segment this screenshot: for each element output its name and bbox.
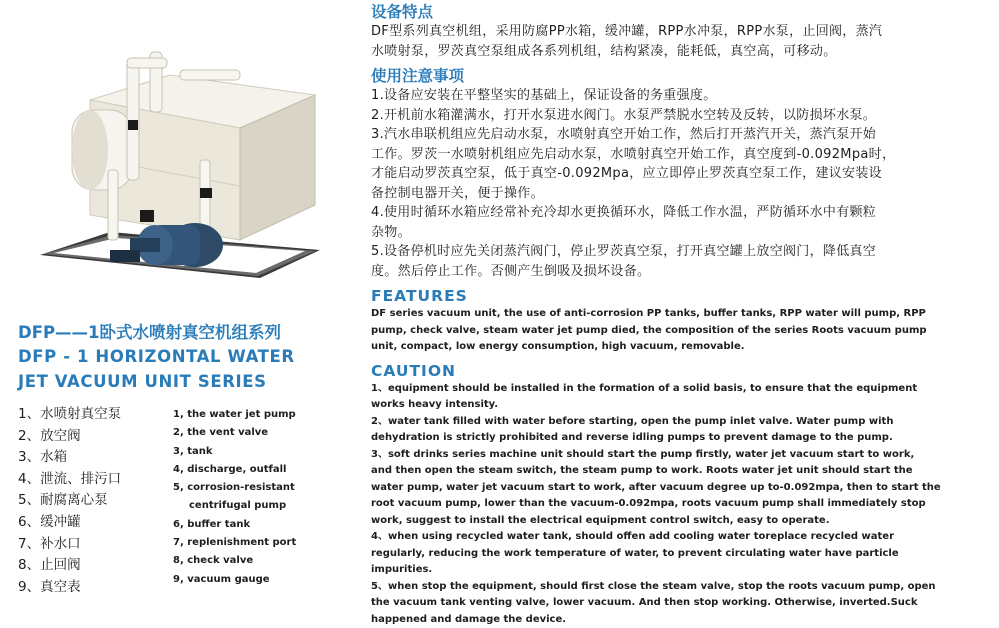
paragraph-line: 5、when stop the equipment, should first close the steam valve, stop the roots vacuum pump, open — [371, 579, 993, 596]
paragraph-line: DF型系列真空机组，采用防腐PP水箱，缓冲罐，RPP水冲泵，RPP水泵，止回阀，蒸汽 — [371, 22, 993, 42]
list-item: 9、真空表 — [18, 577, 168, 599]
buffer-tank — [72, 110, 132, 190]
caution-en-heading: CAUTION — [371, 362, 993, 381]
list-item: 7, replenishment port — [173, 534, 363, 552]
paragraph-line: root vacuum pump, lower than the vacuum-0.092mpa, roots vacuum pump shall immediately stop — [371, 496, 993, 513]
caution-cn-heading: 使用注意事项 — [371, 66, 993, 86]
parts-list-en — [173, 406, 363, 589]
paragraph-line: pump, check valve, steam water jet pump died, the composition of the series Roots vacuum pump — [371, 323, 993, 340]
features-cn-text — [371, 22, 993, 61]
paragraph-line: work, suggest to install the electrical equipment control switch, easy to operate. — [371, 513, 993, 530]
paragraph-line: 水喷射泵，罗茨真空泵组成各系列机组，结构紧凑，能耗低，真空高，可移动。 — [371, 42, 993, 62]
description-column — [371, 2, 993, 628]
caution-cn-text — [371, 86, 993, 281]
paragraph-line: 杂物。 — [371, 223, 993, 243]
paragraph-line: 3.汽水串联机组应先启动水泵，水喷射真空开始工作，然后打开蒸汽开关，蒸汽泵开始 — [371, 125, 993, 145]
paragraph-line: 3、soft drinks series machine unit should start the pump firstly, water jet vacuum start to work, — [371, 447, 993, 464]
list-item: 6, buffer tank — [173, 516, 363, 534]
list-item: 2、放空阀 — [18, 426, 168, 448]
paragraph-line: and then open the steam switch, the steam pump to work. Roots water jet unit should start the — [371, 463, 993, 480]
list-item: 4, discharge, outfall — [173, 461, 363, 479]
paragraph-line: regularly, reducing the work temperature of water, to prevent circulating water have particle — [371, 546, 993, 563]
product-title-en-line2: JET VACUUM UNIT SERIES — [18, 369, 363, 394]
paragraph-line: 4.使用时循环水箱应经常补充冷却水更换循环水，降低工作水温，严防循环水中有颗粒 — [371, 203, 993, 223]
features-en-text — [371, 306, 993, 356]
list-item: 8、止回阀 — [18, 555, 168, 577]
list-item: 5, corrosion-resistant — [173, 479, 363, 497]
list-item: 5、耐腐离心泵 — [18, 490, 168, 512]
list-item: 2, the vent valve — [173, 424, 363, 442]
paragraph-line: 度。然后停止工作。否侧产生倒吸及损坏设备。 — [371, 262, 993, 282]
paragraph-line: DF series vacuum unit, the use of anti-corrosion PP tanks, buffer tanks, RPP water will pump, RPP — [371, 306, 993, 323]
parts-list-cn — [18, 404, 168, 598]
list-item: 1, the water jet pump — [173, 406, 363, 424]
paragraph-line: 4、when using recycled water tank, should offen add cooling water toreplace recycled water — [371, 529, 993, 546]
list-item: 6、缓冲罐 — [18, 512, 168, 534]
paragraph-line: 2、water tank filled with water before starting, open the pump inlet valve. Water pump with — [371, 414, 993, 431]
paragraph-line: 5.设备停机时应先关闭蒸汽阀门，停止罗茨真空泵，打开真空罐上放空阀门，降低真空 — [371, 242, 993, 262]
paragraph-line: the vacuum tank venting valve, lower vacuum. And then stop working. Otherwise, inverted.Suck — [371, 595, 993, 612]
list-item: 3、水箱 — [18, 447, 168, 469]
list-item: 8, check valve — [173, 552, 363, 570]
product-title-cn: DFP——1卧式水喷射真空机组系列 — [18, 322, 363, 344]
product-title-en-line1: DFP - 1 HORIZONTAL WATER — [18, 344, 363, 369]
paragraph-line: 1、equipment should be installed in the formation of a solid basis, to ensure that the equipment — [371, 381, 993, 398]
paragraph-line: works heavy intensity. — [371, 397, 993, 414]
paragraph-line: 工作。罗茨一水喷射机组应先启动水泵，水喷射真空开始工作，真空度到-0.092Mpa时， — [371, 145, 993, 165]
paragraph-line: dehydration is strictly prohibited and reverse idling pumps to prevent damage to the pump. — [371, 430, 993, 447]
paragraph-line: unit, compact, low energy consumption, high vacuum, removable. — [371, 339, 993, 356]
product-title — [18, 322, 363, 394]
features-en-heading: FEATURES — [371, 287, 993, 306]
list-item: 7、补水口 — [18, 534, 168, 556]
paragraph-line: 2.开机前水箱灌满水，打开水泵进水阀门。水泵严禁脱水空转及反转，以防损坏水泵。 — [371, 106, 993, 126]
paragraph-line: water pump, water jet vacuum start to work, after vacuum degree up to-0.092mpa, then to start the — [371, 480, 993, 497]
product-photo — [30, 40, 330, 300]
list-item: centrifugal pump — [173, 497, 363, 515]
paragraph-line: 才能启动罗茨真空泵，低于真空-0.092Mpa，应立即停止罗茨真空泵工作，建议安装设 — [371, 164, 993, 184]
list-item: 3, tank — [173, 443, 363, 461]
list-item: 1、水喷射真空泵 — [18, 404, 168, 426]
list-item: 9, vacuum gauge — [173, 571, 363, 589]
paragraph-line: happened and damage the device. — [371, 612, 993, 628]
features-cn-heading: 设备特点 — [371, 2, 993, 22]
paragraph-line: 备控制电器开关，便于操作。 — [371, 184, 993, 204]
paragraph-line: 1.设备应安装在平整坚实的基础上，保证设备的务重强度。 — [371, 86, 993, 106]
caution-en-text — [371, 381, 993, 628]
list-item: 4、泄流、排污口 — [18, 469, 168, 491]
paragraph-line: impurities. — [371, 562, 993, 579]
